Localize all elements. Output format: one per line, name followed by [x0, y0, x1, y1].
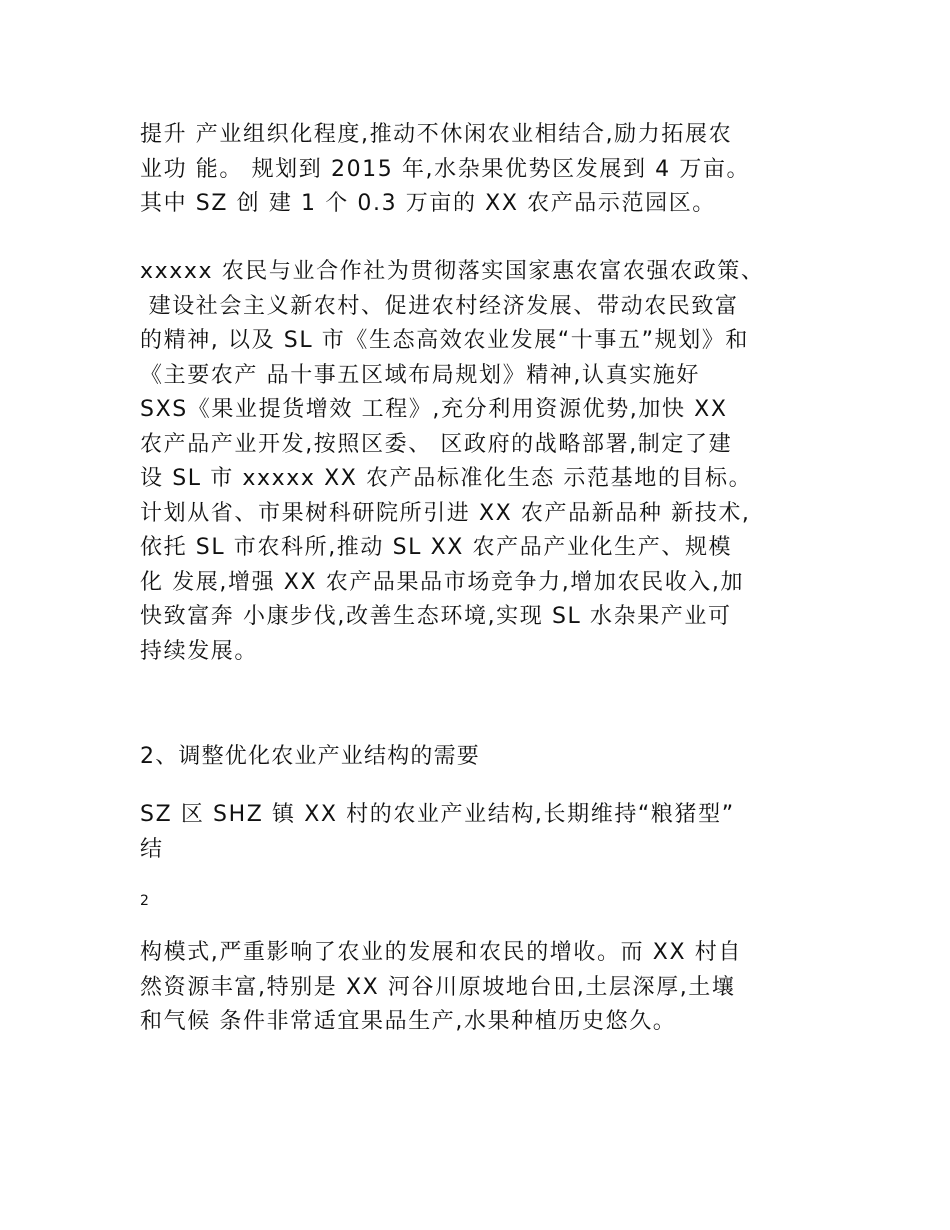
text-line: 提升 产业组织化程度,推动不休闲农业相结合,励力拓展农 [140, 122, 733, 147]
text-line: 然资源丰富,特别是 XX 河谷川原坡地台田,土层深厚,土壤 [140, 974, 736, 1000]
paragraph-cooperative-plan [140, 255, 820, 669]
text-line: 和气候 条件非常适宜果品生产,水果种植历史悠久。 [140, 1009, 677, 1034]
text-line: 构模式,严重影响了农业的发展和农民的增收。而 XX 村自 [140, 940, 742, 965]
text-line: 设 SL 市 xxxxx XX 农产品标准化生态 示范基地的目标。 [140, 466, 753, 491]
page-number: 2 [140, 893, 149, 909]
text-line: 建设社会主义新农村、促进农村经济发展、带动农民致富 [140, 293, 739, 319]
text-line: SZ 区 SHZ 镇 XX 村的农业产业结构,长期维持“粮猪型” [140, 802, 735, 827]
text-line: 快致富奔 小康步伐,改善生态环境,实现 SL 水杂果产业可 [140, 604, 732, 629]
text-line: 持续发展。 [140, 638, 259, 664]
text-line: 计划从省、市果树科研院所引进 XX 农产品新品种 新技术, [140, 500, 751, 526]
text-line: xxxxx 农民与业合作社为贯彻落实国家惠农富农强农政策、 [140, 259, 765, 284]
text-line: 业功 能。 规划到 2015 年,水杂果优势区发展到 4 万亩。 [140, 156, 751, 182]
paragraph-industry-goals [140, 118, 820, 222]
paragraph-structure-continued [140, 936, 820, 1040]
text-line: 结 [140, 836, 164, 862]
paragraph-structure-intro [140, 798, 820, 867]
text-line: 化 发展,增强 XX 农产品果品市场竞争力,增加农民收入,加 [140, 569, 745, 595]
heading-text: 2、调整优化农业产业结构的需要 [140, 744, 480, 769]
text-line: 其中 SZ 创 建 1 个 0.3 万亩的 XX 农产品示范园区。 [140, 191, 716, 216]
text-line: 依托 SL 市农科所,推动 SL XX 农产品产业化生产、规模 [140, 535, 733, 560]
text-line: SXS《果业提货增效 工程》,充分利用资源优势,加快 XX [140, 397, 728, 422]
text-line: 的精神, 以及 SL 市《生态高效农业发展“十事五”规划》和 [140, 328, 749, 353]
text-line: 《主要农产 品十事五区域布局规划》精神,认真实施好 [140, 362, 700, 388]
section-heading [140, 740, 820, 775]
text-line: 农产品产业开发,按照区委、 区政府的战略部署,制定了建 [140, 431, 733, 457]
